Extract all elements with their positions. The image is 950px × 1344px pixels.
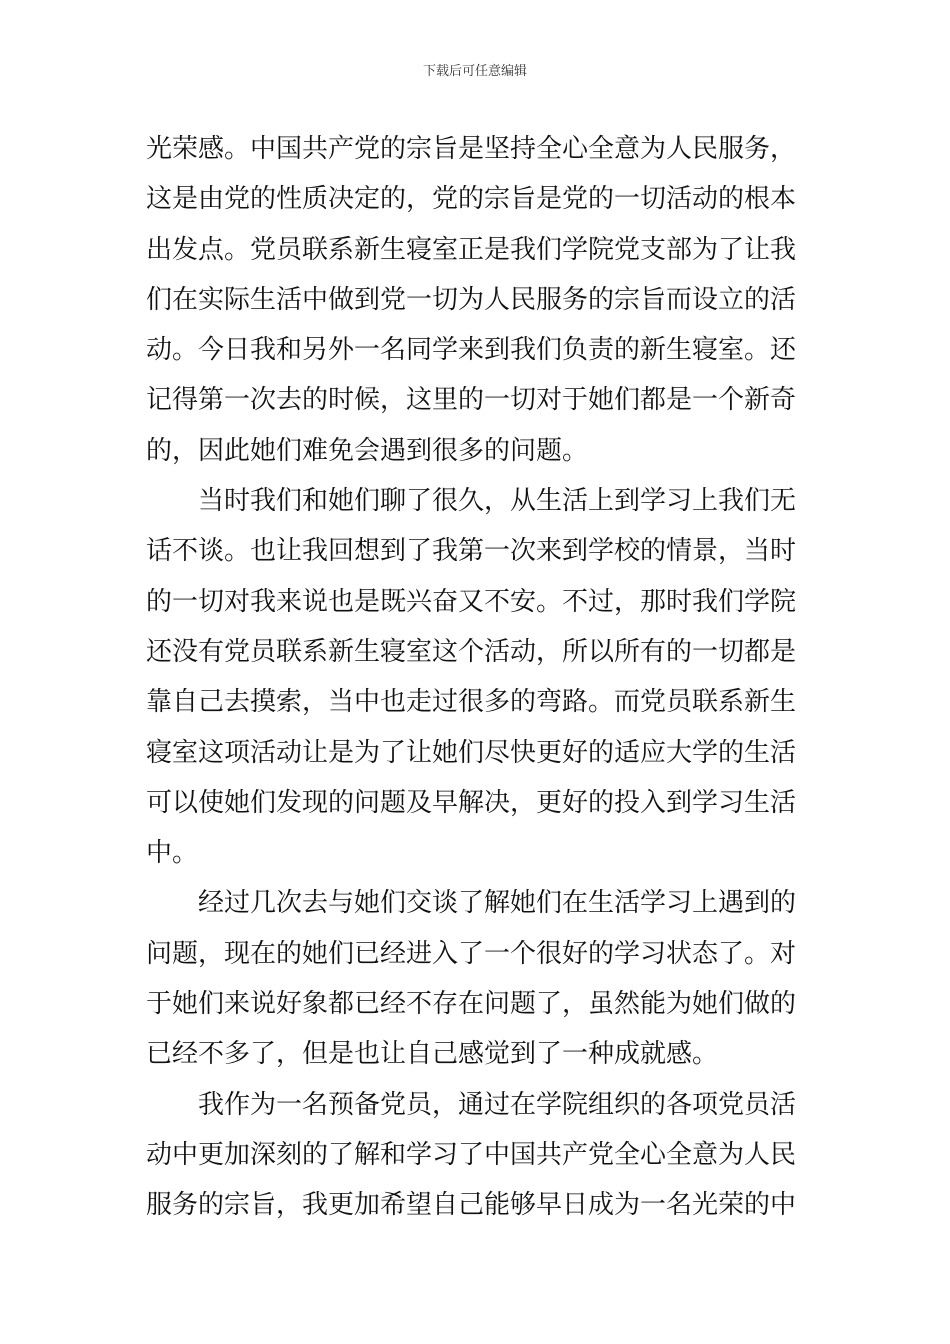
text-line: 话不谈。也让我回想到了我第一次来到学校的情景，当时: [146, 536, 797, 567]
text-line: 中。: [146, 838, 199, 869]
text-line: 的，因此她们难免会遇到很多的问题。: [146, 435, 589, 466]
text-line: 光荣感。中国共产党的宗旨是坚持全心全意为人民服务，: [146, 134, 797, 164]
text-line: 动中更加深刻的了解和学习了中国共产党全心全意为人民: [146, 1139, 797, 1170]
text-line: 已经不多了，但是也让自己感觉到了一种成就感。: [146, 1039, 719, 1070]
text-line: 靠自己去摸索，当中也走过很多的弯路。而党员联系新生: [146, 687, 797, 718]
text-line: 记得第一次去的时候，这里的一切对于她们都是一个新奇: [146, 385, 797, 416]
page-header: 下载后可任意编辑: [422, 64, 527, 79]
paragraph-start-line: 经过几次去与她们交谈了解她们在生活学习上遇到的: [198, 888, 797, 919]
paragraph-start-line: 当时我们和她们聊了很久，从生活上到学习上我们无: [198, 486, 797, 517]
text-line: 的一切对我来说也是既兴奋又不安。不过，那时我们学院: [146, 586, 797, 617]
text-line: 问题，现在的她们已经进入了一个很好的学习状态了。对: [146, 938, 797, 969]
text-line: 可以使她们发现的问题及早解决，更好的投入到学习生活: [146, 787, 797, 818]
text-line: 服务的宗旨，我更加希望自己能够早日成为一名光荣的中: [146, 1190, 797, 1221]
text-line: 动。今日我和另外一名同学来到我们负责的新生寝室。还: [146, 335, 797, 366]
text-line: 们在实际生活中做到党一切为人民服务的宗旨而设立的活: [146, 284, 797, 315]
text-line: 于她们来说好象都已经不存在问题了，虽然能为她们做的: [146, 989, 797, 1020]
text-line: 出发点。党员联系新生寝室正是我们学院党支部为了让我: [146, 234, 797, 265]
document-body: [146, 124, 806, 1231]
paragraph-start-line: 我作为一名预备党员，通过在学院组织的各项党员活: [198, 1089, 797, 1120]
text-line: 这是由党的性质决定的，党的宗旨是党的一切活动的根本: [146, 184, 797, 215]
text-line: 寝室这项活动让是为了让她们尽快更好的适应大学的生活: [146, 737, 797, 768]
text-line: 还没有党员联系新生寝室这个活动，所以所有的一切都是: [146, 636, 797, 667]
